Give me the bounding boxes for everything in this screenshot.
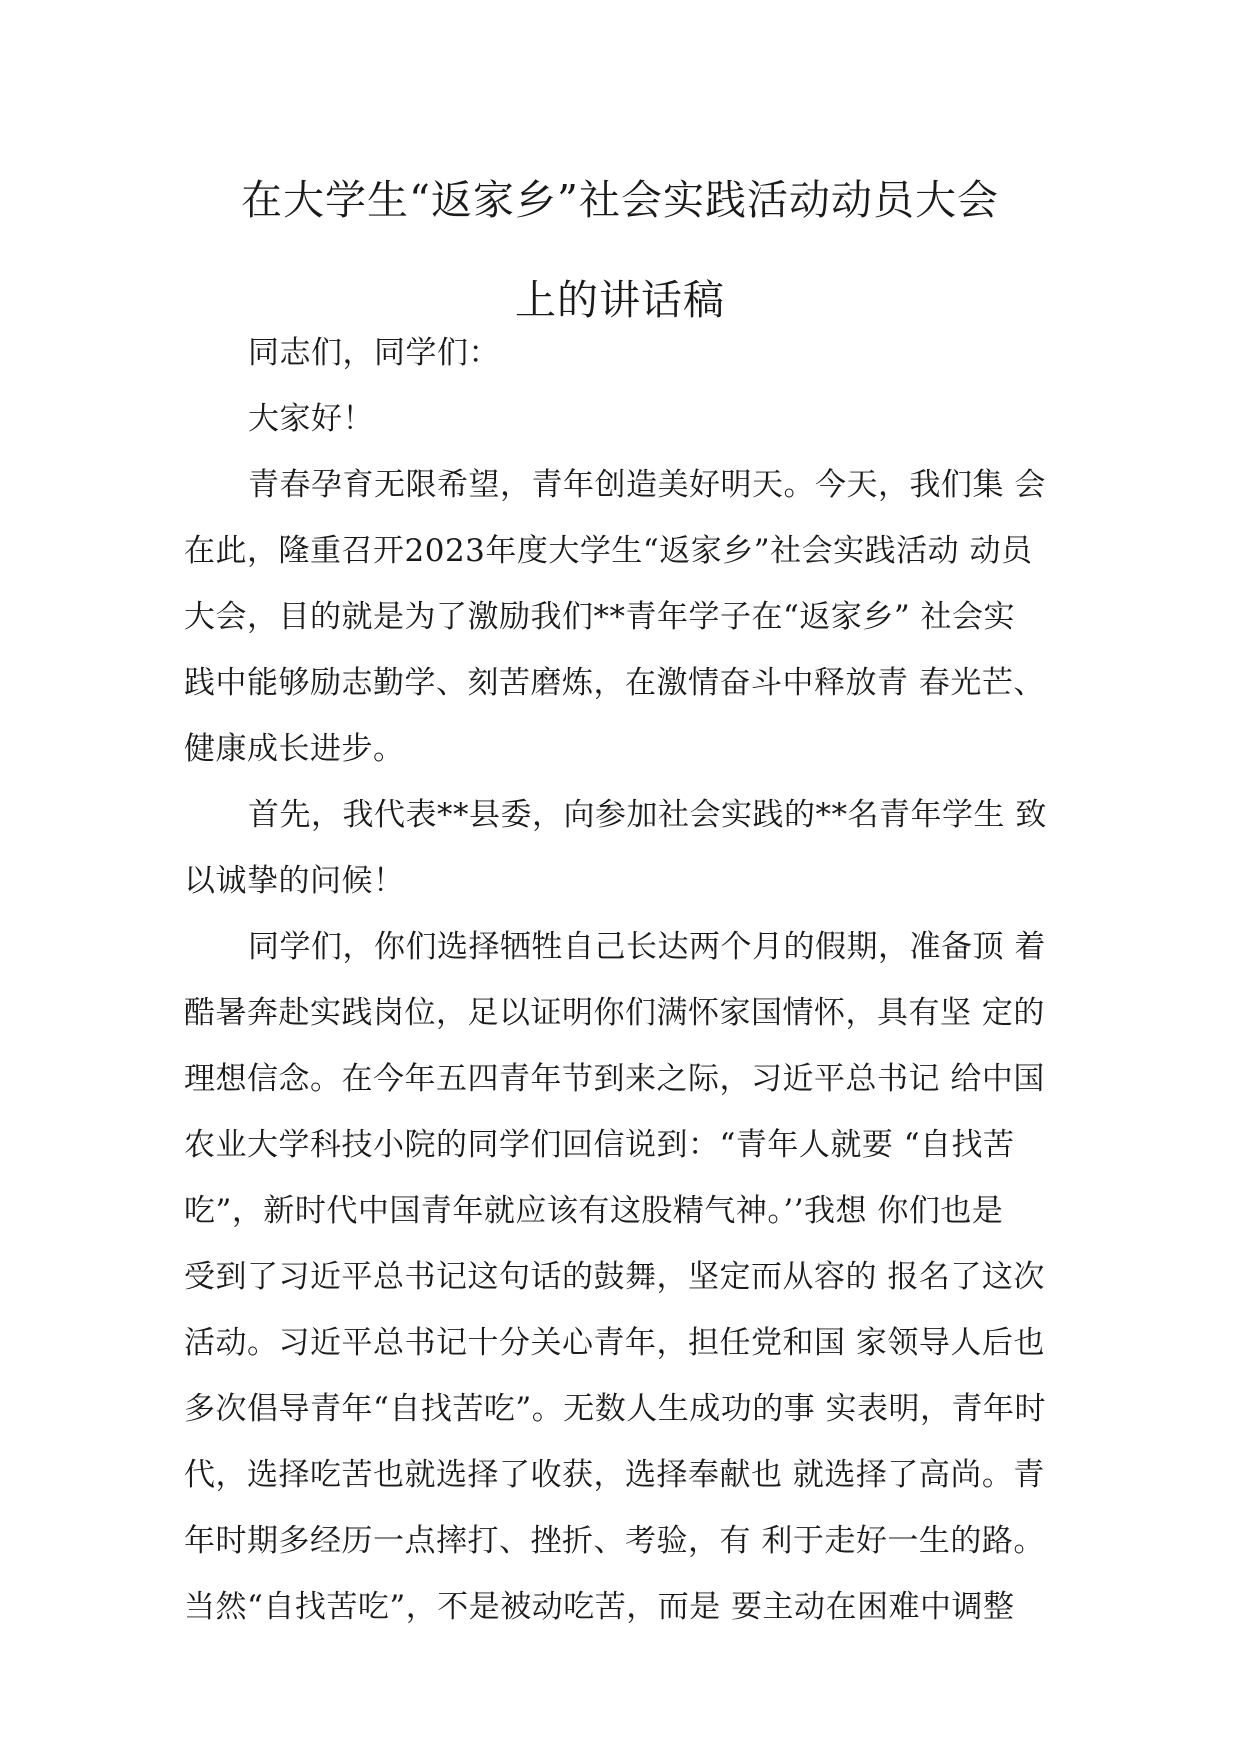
text-line: 践中能够励志勤学、刻苦磨炼，在激情奋斗中释放青 春光芒、 (184, 665, 1045, 701)
text-line: 农业大学科技小院的同学们回信说到：“青年人就要 “自找苦 (184, 1127, 1015, 1163)
text-line: 同志们，同学们： (248, 335, 500, 371)
title-line: 在大学生“返家乡”社会实践活动动员大会 (241, 176, 999, 224)
text-line: 在此，隆重召开2023年度大学生“返家乡”社会实践活动 动员 (184, 533, 1033, 569)
text-line: 当然“自找苦吃”，不是被动吃苦，而是 要主动在困难中调整 (184, 1589, 1015, 1625)
text-line: 活动。习近平总书记十分关心青年，担任党和国 家领导人后也 (184, 1325, 1045, 1361)
paragraph-main (184, 914, 1064, 1640)
paragraph-greetings-from-committee (184, 782, 1064, 914)
paragraph-salutation (184, 320, 1064, 386)
paragraph-opening (184, 452, 1064, 782)
text-line: 受到了习近平总书记这句话的鼓舞，坚定而从容的 报名了这次 (184, 1259, 1045, 1295)
text-line: 多次倡导青年“自找苦吃”。无数人生成功的事 实表明，青年时 (184, 1391, 1047, 1427)
text-line: 吃”，新时代中国青年就应该有这股精气神。’’我想 你们也是 (184, 1193, 1004, 1229)
paragraph-greeting (184, 386, 1064, 452)
title-line: 上的讲话稿 (515, 276, 725, 324)
text-line: 酷暑奔赴实践岗位，足以证明你们满怀家国情怀，具有坚 定的 (184, 995, 1045, 1031)
document-body (184, 320, 1064, 1640)
text-line: 大会，目的就是为了激励我们**青年学子在“返家乡” 社会实 (184, 599, 1016, 635)
text-line: 以诚挚的问候！ (184, 863, 405, 899)
text-line: 大家好！ (248, 401, 374, 437)
text-line: 同学们，你们选择牺牲自己长达两个月的假期，准备顶 着 (248, 929, 1046, 965)
text-line: 首先，我代表**县委，向参加社会实践的**名青年学生 致 (248, 797, 1047, 833)
text-line: 代，选择吃苦也就选择了收获，选择奉献也 就选择了高尚。青 (184, 1457, 1045, 1493)
text-line: 健康成长进步。 (184, 731, 405, 767)
text-line: 理想信念。在今年五四青年节到来之际，习近平总书记 给中国 (184, 1061, 1045, 1097)
text-line: 青春孕育无限希望，青年创造美好明天。今天，我们集 会 (248, 467, 1046, 503)
text-line: 年时期多经历一点摔打、挫折、考验，有 利于走好一生的路。 (184, 1523, 1045, 1559)
